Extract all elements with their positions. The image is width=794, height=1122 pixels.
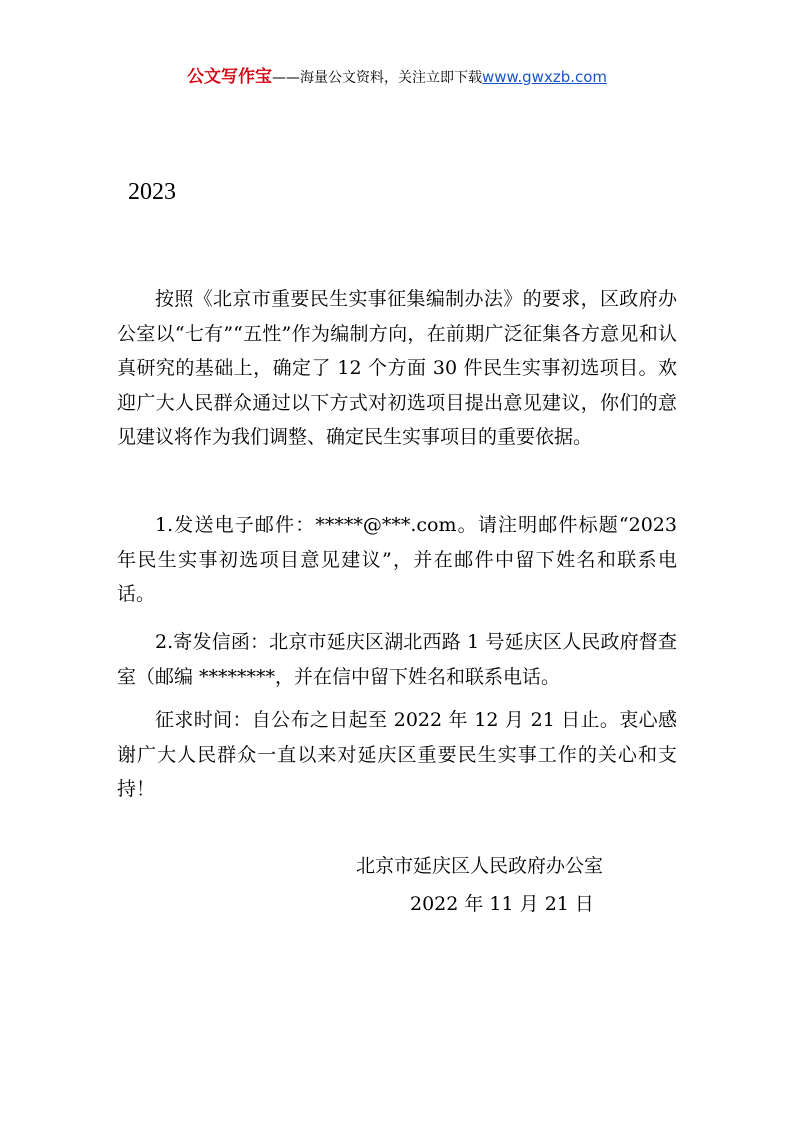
page-header	[0, 66, 794, 89]
year-heading: 2023	[128, 179, 176, 205]
deadline-paragraph: 征求时间：自公布之日起至 2022 年 12 月 21 日止。衷心感谢广大人民群众一直以来对延庆区重要民生实事工作的关心和支持！	[117, 709, 677, 801]
mail-method-paragraph: 2.寄发信函：北京市延庆区湖北西路 1 号延庆区人民政府督查室（邮编 ********，并在信中留下姓名和联系电话。	[117, 631, 677, 688]
intro-paragraph: 按照《北京市重要民生实事征集编制办法》的要求，区政府办公室以“七有”“五性”作为编制方向，在前期广泛征集各方意见和认真研究的基础上，确定了 12 个方面 30 件民生实事初选项目。欢迎广大人民群众通过以下方式对初选项目提出意见建议，你们的意见建议将作为我们调整、确定民生实事项目的重要依据。	[117, 288, 677, 449]
website-link[interactable]: www.gwxzb.com	[481, 68, 608, 86]
signature-date: 2022 年 11 月 21 日	[410, 893, 594, 915]
email-method-paragraph: 1.发送电子邮件：*****@***.com。请注明邮件标题“2023 年民生实事初选项目意见建议”，并在邮件中留下姓名和联系电话。	[117, 514, 677, 606]
signature-organization: 北京市延庆区人民政府办公室	[356, 855, 604, 877]
header-slogan: ——海量公文资料，关注立即下载	[271, 70, 482, 86]
brand-name: 公文写作宝	[186, 67, 272, 87]
